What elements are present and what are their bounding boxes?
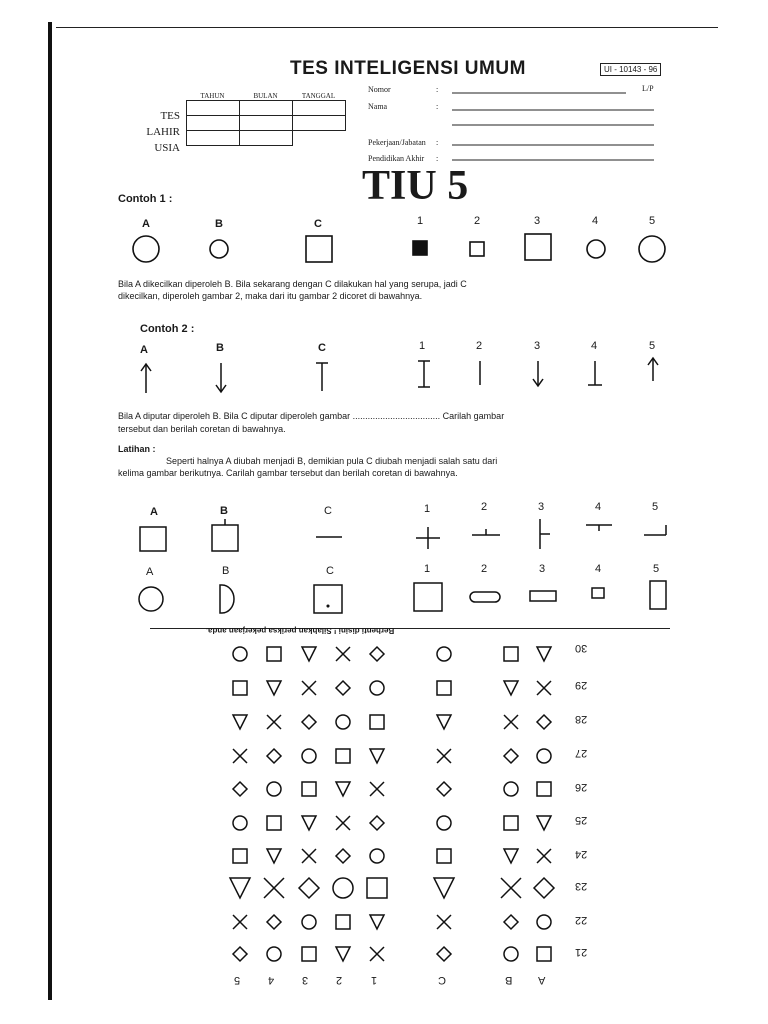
col-tanggal: TANGGAL	[301, 92, 336, 100]
tri-glyph	[230, 878, 250, 898]
cross-glyph	[501, 878, 521, 898]
letter-b: B	[215, 218, 223, 230]
row-lahir: LAHIR	[146, 126, 180, 138]
cross-glyph	[302, 849, 316, 863]
contoh1-text-1: Bila A dikecilkan diperoleh B. Bila sekarang dengan C dilakukan hal yang serupa, jadi C	[118, 279, 467, 289]
square-glyph	[302, 782, 316, 796]
row-number-29: 29	[575, 679, 588, 691]
tri-glyph	[437, 715, 451, 729]
circle-large-shape	[639, 236, 665, 262]
diamond-glyph	[504, 915, 518, 929]
num-1: 1	[424, 563, 431, 575]
letter-a-inverted: A	[538, 974, 546, 986]
contoh1-label: Contoh 1 :	[118, 193, 173, 205]
circle-glyph	[233, 816, 247, 830]
contoh1-text-2: dikecilkan, diperoleh gambar 2, maka dari itu gambar 2 dicoret di bawahnya.	[118, 291, 423, 301]
circle-glyph	[437, 647, 451, 661]
col-bulan: BULAN	[253, 92, 278, 100]
cross-glyph	[233, 915, 247, 929]
num-5: 5	[649, 340, 656, 352]
row-number-25: 25	[575, 814, 588, 826]
tri-glyph	[233, 715, 247, 729]
colon: :	[436, 102, 439, 111]
row-number-23: 23	[575, 880, 588, 892]
letter-b-inverted: B	[505, 974, 513, 986]
circle-glyph	[336, 715, 350, 729]
cross-glyph	[264, 878, 284, 898]
num-3: 3	[539, 563, 546, 575]
diamond-glyph	[336, 849, 350, 863]
diamond-glyph	[504, 749, 518, 763]
num-4: 4	[595, 563, 602, 575]
cross-glyph	[370, 947, 384, 961]
num-3: 3	[538, 501, 545, 513]
page-title: TES INTELIGENSI UMUM	[290, 58, 526, 79]
num-5: 5	[652, 501, 659, 513]
tri-glyph	[370, 915, 384, 929]
cross-glyph	[233, 749, 247, 763]
contoh2-text-1: Bila A diputar diperoleh B. Bila C diputar diperoleh gambar ................................... Carilah gambar	[118, 411, 505, 421]
circle-glyph	[537, 915, 551, 929]
tri-glyph	[504, 849, 518, 863]
letter-c: C	[326, 565, 334, 577]
inverted-answer-grid	[0, 640, 768, 1000]
diamond-glyph	[437, 947, 451, 961]
square-glyph	[437, 681, 451, 695]
num-3: 3	[534, 215, 541, 227]
cross-glyph	[537, 849, 551, 863]
cross-glyph	[302, 681, 316, 695]
num-1: 1	[417, 215, 424, 227]
colon: :	[436, 85, 439, 94]
circle-glyph	[233, 647, 247, 661]
contoh2-label: Contoh 2 :	[140, 323, 195, 335]
form-code: UI - 10143 - 96	[600, 63, 661, 76]
num-5: 5	[653, 563, 660, 575]
field-nomor: Nomor	[368, 85, 391, 94]
circle-glyph	[370, 681, 384, 695]
row-number-22: 22	[575, 914, 588, 926]
num-1: 1	[419, 340, 426, 352]
stop-notice: Berhenti disini ! Silahkan periksa pekerjaan anda.	[205, 626, 395, 635]
circle-glyph	[267, 782, 281, 796]
circle-glyph	[267, 947, 281, 961]
square-small-shape	[470, 242, 484, 256]
letter-c: C	[314, 218, 322, 230]
circle-small-shape	[587, 240, 605, 258]
letter-c: C	[324, 505, 332, 517]
letter-a: A	[140, 344, 148, 356]
square-glyph	[370, 715, 384, 729]
square-glyph	[537, 947, 551, 961]
num-4-inverted: 4	[268, 974, 275, 986]
circle-glyph	[370, 849, 384, 863]
field-pekerjaan: Pekerjaan/Jabatan	[368, 138, 426, 147]
diamond-glyph	[534, 878, 554, 898]
row-number-24: 24	[575, 848, 588, 860]
circle-glyph	[504, 782, 518, 796]
square-large-shape	[525, 234, 551, 260]
num-2: 2	[481, 563, 488, 575]
diamond-glyph	[370, 647, 384, 661]
tri-glyph	[537, 816, 551, 830]
square-glyph	[367, 878, 387, 898]
row-usia: USIA	[154, 142, 180, 154]
tiu-heading: TIU 5	[362, 163, 469, 209]
contoh2-text-2: tersebut dan berilah coretan di bawahnya.	[118, 424, 286, 434]
diamond-glyph	[299, 878, 319, 898]
tri-glyph	[434, 878, 454, 898]
letter-b: B	[216, 342, 224, 354]
row-number-27: 27	[575, 747, 588, 759]
diamond-glyph	[537, 715, 551, 729]
num-1: 1	[424, 503, 431, 515]
cross-glyph	[336, 647, 350, 661]
field-nama: Nama	[368, 102, 388, 111]
circle-glyph	[333, 878, 353, 898]
circle-large-shape	[133, 236, 159, 262]
square-glyph	[537, 782, 551, 796]
tri-glyph	[336, 782, 350, 796]
num-2-inverted: 2	[336, 974, 343, 986]
num-5: 5	[649, 215, 656, 227]
square-glyph	[336, 915, 350, 929]
square-filled-shape	[413, 241, 427, 255]
square-glyph	[233, 681, 247, 695]
diamond-glyph	[437, 782, 451, 796]
num-4: 4	[595, 501, 602, 513]
square-glyph	[233, 849, 247, 863]
square-glyph	[437, 849, 451, 863]
contoh2-figures	[0, 355, 768, 405]
cross-glyph	[437, 915, 451, 929]
square-glyph	[267, 816, 281, 830]
latihan-label: Latihan :	[118, 444, 156, 454]
tri-glyph	[267, 849, 281, 863]
circle-small-shape	[210, 240, 228, 258]
row-number-26: 26	[575, 781, 588, 793]
num-3: 3	[534, 340, 541, 352]
num-3-inverted: 3	[302, 974, 309, 986]
tri-glyph	[302, 647, 316, 661]
gender-label: L/P	[642, 84, 654, 93]
letter-a: A	[150, 506, 158, 518]
latihan-text-1: Seperti halnya A diubah menjadi B, demikian pula C diubah menjadi salah satu dari	[166, 456, 498, 466]
diamond-glyph	[233, 947, 247, 961]
square-glyph	[336, 749, 350, 763]
tri-glyph	[267, 681, 281, 695]
num-2: 2	[481, 501, 488, 513]
diamond-glyph	[302, 715, 316, 729]
field-pendidikan: Pendidikan Akhir	[368, 154, 425, 163]
cross-glyph	[437, 749, 451, 763]
latihan-text-2: kelima gambar berikutnya. Carilah gambar tersebut dan berilah coretan di bawahnya.	[118, 468, 458, 478]
letter-b: B	[220, 505, 228, 517]
circle-glyph	[302, 915, 316, 929]
circle-glyph	[437, 816, 451, 830]
diamond-glyph	[267, 915, 281, 929]
cross-glyph	[504, 715, 518, 729]
square-glyph	[504, 816, 518, 830]
cross-glyph	[370, 782, 384, 796]
num-2: 2	[476, 340, 483, 352]
row-number-28: 28	[575, 713, 588, 725]
letter-a: A	[146, 566, 154, 578]
tri-glyph	[537, 647, 551, 661]
circle-glyph	[537, 749, 551, 763]
letter-b: B	[222, 565, 230, 577]
row-number-30: 30	[575, 642, 588, 654]
diamond-glyph	[267, 749, 281, 763]
square-glyph	[504, 647, 518, 661]
letter-c: C	[318, 342, 326, 354]
num-4: 4	[592, 215, 599, 227]
colon: :	[436, 138, 439, 147]
square-glyph	[267, 647, 281, 661]
circle-glyph	[302, 749, 316, 763]
num-1-inverted: 1	[371, 974, 378, 986]
row-tes: TES	[160, 110, 180, 122]
diamond-glyph	[233, 782, 247, 796]
cross-glyph	[537, 681, 551, 695]
num-4: 4	[591, 340, 598, 352]
col-tahun: TAHUN	[200, 92, 225, 100]
num-2: 2	[474, 215, 481, 227]
tri-glyph	[336, 947, 350, 961]
cross-glyph	[336, 816, 350, 830]
tri-glyph	[302, 816, 316, 830]
num-5-inverted: 5	[234, 974, 241, 986]
cross-glyph	[267, 715, 281, 729]
circle-glyph	[504, 947, 518, 961]
colon: :	[436, 154, 439, 163]
letter-a: A	[142, 218, 150, 230]
square-glyph	[302, 947, 316, 961]
row-number-21: 21	[575, 946, 588, 958]
diamond-glyph	[336, 681, 350, 695]
diamond-glyph	[370, 816, 384, 830]
square-large-shape	[306, 236, 332, 262]
tri-glyph	[504, 681, 518, 695]
letter-c-inverted: C	[438, 974, 446, 986]
tri-glyph	[370, 749, 384, 763]
